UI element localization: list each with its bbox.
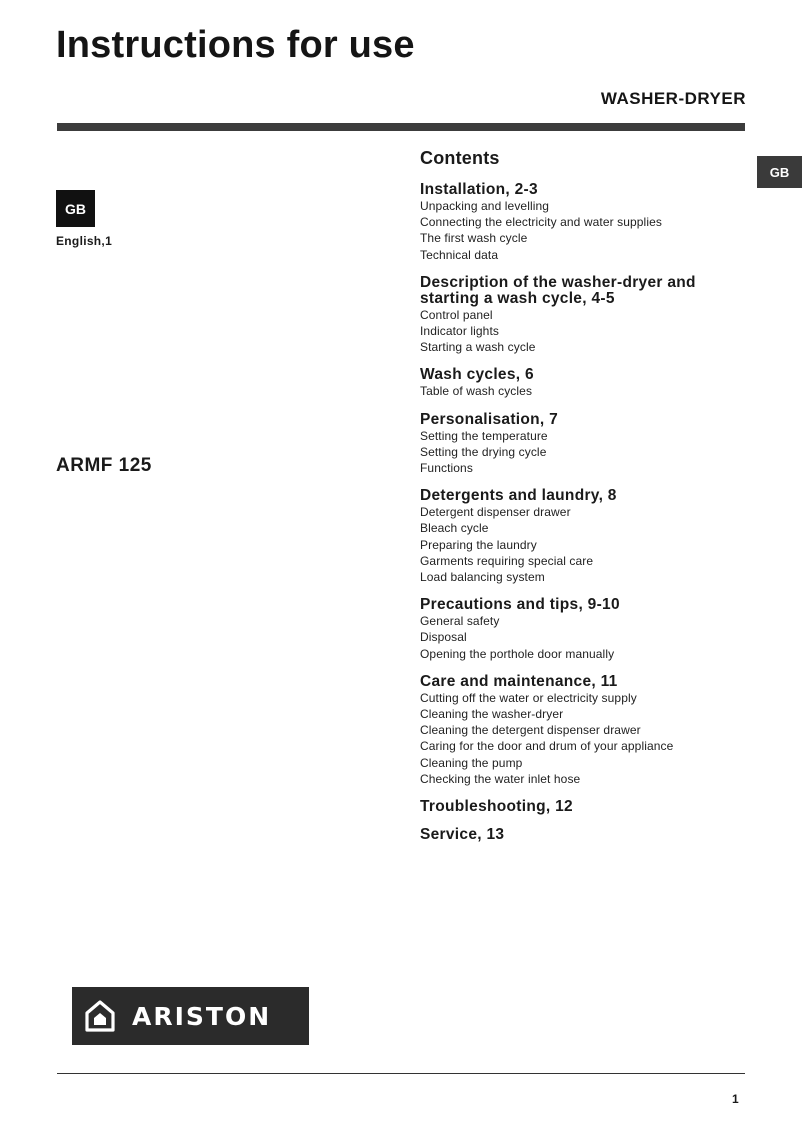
section-title: Wash cycles, 6 [420,366,534,384]
section-item: Checking the water inlet hose [420,771,581,786]
section-item: Cleaning the pump [420,755,523,770]
section-item: Unpacking and levelling [420,199,550,213]
section-items [420,428,750,477]
table-of-contents [420,148,750,855]
section-item: Cutting off the water or electricity supply [420,690,637,705]
section-item: Bleach cycle [420,521,489,536]
section-items [420,504,750,585]
section-item: Opening the porthole door manually [420,646,615,661]
contents-section [420,182,750,263]
header-divider [57,123,745,131]
language-side-tab: GB [757,156,802,188]
section-title: Installation, 2-3 [420,181,538,198]
language-code-badge: GB [56,190,95,227]
section-item: Caring for the door and drum of your appliance [420,739,674,754]
model-number: ARMF 125 [56,455,152,476]
contents-sections [420,182,750,843]
contents-section [420,412,750,477]
logo-text: ARISTON [132,1001,272,1031]
section-items [420,613,750,662]
section-item: Starting a wash cycle [420,340,536,355]
ariston-logo [72,987,309,1045]
section-items [420,198,750,263]
section-item: Garments requiring special care [420,553,594,568]
contents-section [420,367,750,399]
house-icon [83,999,117,1033]
section-item: Connecting the electricity and water supplies [420,215,662,230]
section-title: Service, 13 [420,826,505,844]
contents-section [420,275,750,356]
section-item: Detergent dispenser drawer [420,505,571,520]
section-item: Setting the drying cycle [420,444,547,459]
contents-section [420,799,750,815]
section-items [420,690,750,787]
section-title: Detergents and laundry, 8 [420,487,617,505]
contents-section [420,674,750,787]
section-title: Troubleshooting, 12 [420,798,573,816]
section-item: The first wash cycle [420,231,528,246]
section-item: Cleaning the washer-dryer [420,707,564,722]
section-item: Setting the temperature [420,428,548,443]
page-title: Instructions for use [56,24,415,66]
section-item: Table of wash cycles [420,384,533,399]
section-item: Load balancing system [420,570,545,585]
section-items [420,383,750,399]
section-items [420,307,750,356]
contents-section [420,827,750,843]
product-type: WASHER-DRYER [600,89,746,108]
section-item: General safety [420,614,500,629]
section-item: Preparing the laundry [420,537,537,552]
section-item: Indicator lights [420,324,499,339]
section-item: Cleaning the detergent dispenser drawer [420,723,641,738]
section-title: Precautions and tips, 9-10 [420,596,620,614]
page-number: 1 [732,1092,739,1106]
language-label: English,1 [56,234,113,248]
section-title: Care and maintenance, 11 [420,672,618,690]
section-item: Disposal [420,630,467,645]
section-title: Personalisation, 7 [420,410,559,428]
footer-divider [57,1073,745,1074]
contents-heading: Contents [420,148,500,168]
section-item: Control panel [420,307,493,322]
contents-section [420,488,750,585]
contents-section [420,597,750,662]
section-item: Functions [420,461,473,476]
section-title: Description of the washer-dryer and starting a wash cycle, 4-5 [420,273,696,307]
section-item: Technical data [420,247,499,262]
